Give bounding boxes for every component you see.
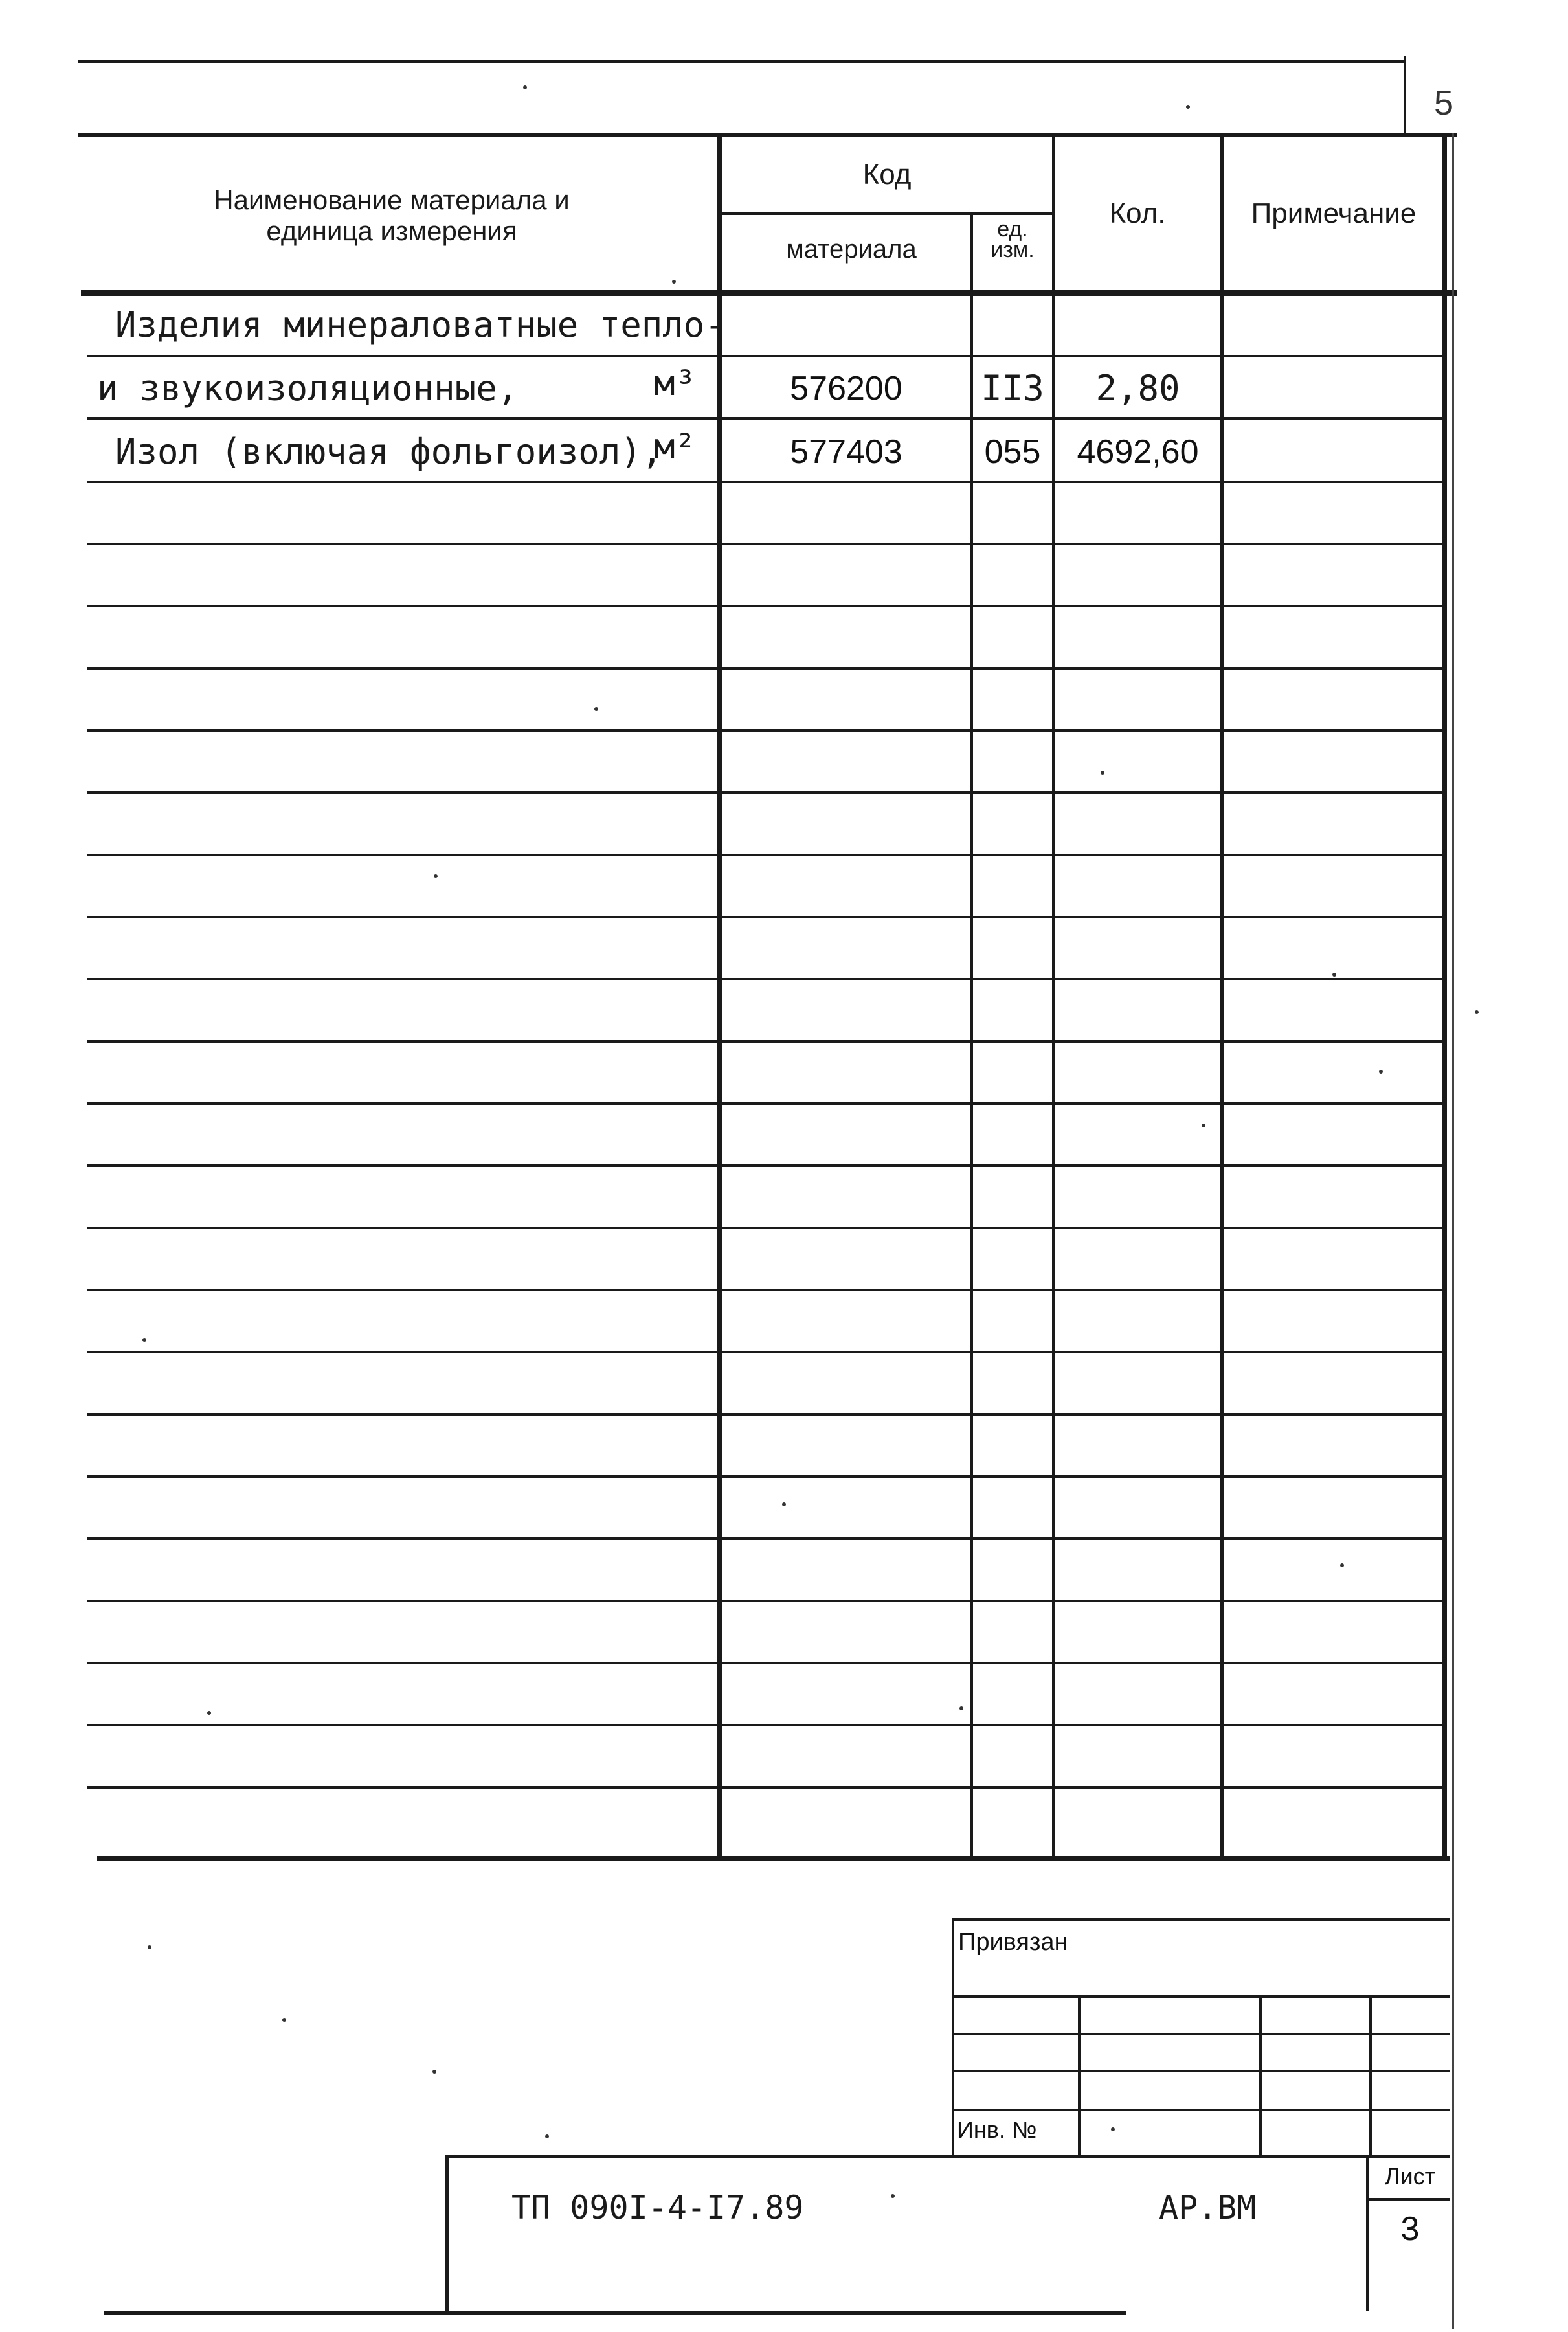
stamp-doc-section: АР.ВМ: [1159, 2189, 1257, 2226]
table-row-1-name: Изделия минераловатные тепло-: [115, 304, 726, 345]
table-bottom-line: [97, 1856, 1450, 1861]
header-name: Наименование материала и единица измерения: [214, 185, 570, 247]
table-row-3-name: Изол (включая фольгоизол),: [115, 431, 663, 472]
page-right-edge: [1452, 133, 1454, 2329]
header-bottom-line: [81, 290, 1457, 296]
header-note: Примечание: [1251, 198, 1417, 229]
header-material: материала: [786, 235, 917, 264]
stamp-doc-code: ТП 090I-4-I7.89: [511, 2189, 804, 2226]
table-row-2-material: 576200: [790, 370, 902, 407]
table-row-3-qty: 4692,60: [1077, 433, 1199, 471]
header-unit-code: ед. изм.: [991, 217, 1035, 263]
stamp-sheet-number: 3: [1400, 2210, 1420, 2248]
code-subheader-line: [719, 212, 1055, 215]
stamp-inv-label: Инв. №: [957, 2116, 1037, 2143]
table-row-3-unit: м²: [654, 426, 697, 467]
table-row-3-unit-code: 055: [984, 433, 1041, 471]
stamp-sheet-label: Лист: [1384, 2163, 1436, 2190]
table-row-2-unit: м³: [654, 363, 697, 403]
top-border-line: [78, 60, 1405, 63]
table-row-3-material: 577403: [790, 433, 902, 471]
top-right-tick: [1404, 56, 1406, 133]
header-qty: Кол.: [1109, 198, 1166, 229]
header-code: Код: [862, 159, 912, 190]
table-top-line: [78, 133, 1457, 137]
page-number: 5: [1434, 84, 1454, 122]
table-row-2-unit-code: II3: [981, 368, 1044, 409]
table-row-2-qty: 2,80: [1095, 368, 1180, 409]
stamp-bound-label: Привязан: [958, 1929, 1068, 1956]
table-row-2-name: и звукоизоляционные,: [97, 368, 519, 409]
